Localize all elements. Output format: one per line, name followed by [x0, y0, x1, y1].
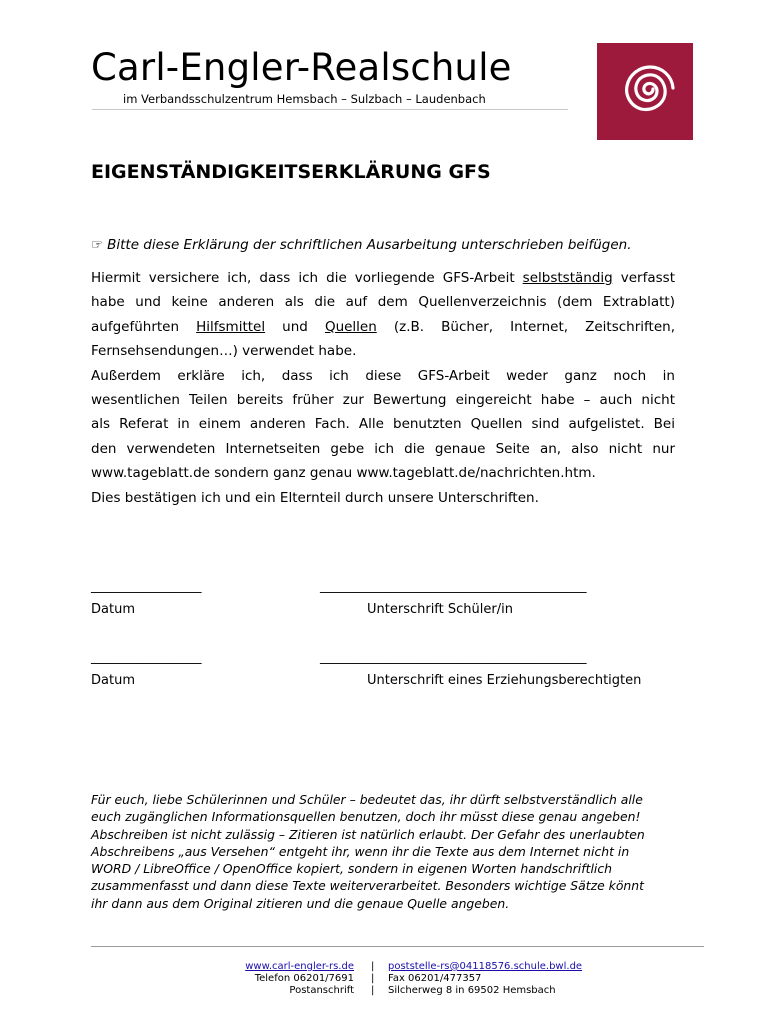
instruction: [91, 236, 632, 254]
declaration-paragraph-1: [91, 266, 675, 364]
note-line: Für euch, liebe Schülerinnen und Schüler – bedeutet das, ihr dürft selbstverständlich alle: [91, 792, 643, 807]
declaration-paragraph-2: [91, 364, 675, 510]
document-title: EIGENSTÄNDIGKEITSERKLÄRUNG GFS: [91, 161, 491, 183]
paragraph-line: Fernsehsendungen…) verwendet habe.: [91, 343, 357, 360]
date-signature-line[interactable]: _________________: [91, 650, 202, 665]
date-signature-line[interactable]: _________________: [91, 579, 202, 594]
school-name: Carl-Engler-Realschule: [91, 46, 512, 89]
student-note: [91, 791, 675, 912]
note-line: WORD / LibreOffice / OpenOffice kopiert, sondern in eigenen Worten handschriftlich: [91, 861, 612, 877]
paragraph-line: aufgeführten Hilfsmittel und Quellen (z.B. Bücher, Internet, Zeitschriften,: [91, 318, 676, 335]
guardian-signature-label: Unterschrift eines Erziehungsberechtigten: [367, 673, 642, 688]
paragraph-line: www.tageblatt.de sondern ganz genau www.tageblatt.de/nachrichten.htm.: [91, 465, 596, 482]
fax-number: Fax 06201/477357: [388, 973, 482, 984]
postal-address: Silcherweg 8 in 69502 Hemsbach: [388, 985, 556, 996]
paragraph-line: Hiermit versichere ich, dass ich die vorliegende GFS-Arbeit selbstständig verfasst: [91, 270, 675, 286]
footer-divider: [91, 946, 704, 947]
student-signature-line[interactable]: _________________________________________: [320, 579, 587, 594]
instruction-text: Bitte diese Erklärung der schriftlichen Ausarbeitung unterschrieben beifügen.: [107, 237, 632, 253]
date-label: Datum: [91, 673, 135, 688]
footer-separator: |: [371, 961, 375, 972]
school-subtitle: im Verbandsschulzentrum Hemsbach – Sulzbach – Laudenbach: [123, 92, 486, 106]
footer-separator: |: [371, 973, 375, 984]
website-link[interactable]: www.carl-engler-rs.de: [245, 961, 354, 972]
paragraph-line: Außerdem erkläre ich, dass ich diese GFS-Arbeit weder ganz noch in: [91, 367, 675, 384]
guardian-signature-line[interactable]: _________________________________________: [320, 650, 587, 665]
paragraph-line: habe und keine anderen als die auf dem Quellenverzeichnis (dem Extrablatt): [91, 294, 675, 311]
note-line: Abschreiben ist nicht zulässig – Zitieren ist natürlich erlaubt. Der Gefahr des unerlaubten: [91, 826, 645, 842]
date-label: Datum: [91, 602, 135, 617]
email-link[interactable]: poststelle-rs@04118576.schule.bwl.de: [388, 961, 583, 972]
phone-number: Telefon 06201/7691: [254, 973, 354, 984]
footer-separator: |: [371, 985, 375, 996]
underlined-term: Hilfsmittel: [196, 318, 266, 335]
paragraph-line: den verwendeten Internetseiten gebe ich die genaue Seite an, also nicht nur: [91, 440, 675, 457]
note-line: ihr dann aus dem Original zitieren und die genaue Quelle angeben.: [91, 895, 510, 911]
paragraph-line: als Referat in einem anderen Fach. Alle benutzten Quellen sind aufgelistet. Bei: [91, 416, 675, 433]
note-line: zusammenfasst und dann diese Texte weiterverarbeitet. Besonders wichtige Sätze könnt: [91, 878, 644, 894]
underlined-term: selbstständig: [522, 270, 613, 286]
pointing-hand-icon: ☞: [91, 237, 104, 253]
postal-label: Postanschrift: [289, 985, 354, 996]
header-divider: [92, 109, 568, 110]
spiral-logo-icon: [597, 43, 693, 140]
underlined-term: Quellen: [324, 318, 377, 335]
paragraph-line: wesentlichen Teilen bereits früher zur Bewertung eingereicht habe – auch nicht: [91, 391, 675, 408]
paragraph-line: Dies bestätigen ich und ein Elternteil durch unsere Unterschriften.: [91, 489, 539, 506]
note-line: Abschreibens „aus Versehen“ entgeht ihr, wenn ihr die Texte aus dem Internet nicht in: [91, 843, 630, 859]
note-line: euch zugänglichen Informationsquellen benutzen, doch ihr müsst diese genau angeben!: [91, 809, 641, 825]
student-signature-label: Unterschrift Schüler/in: [367, 602, 513, 617]
